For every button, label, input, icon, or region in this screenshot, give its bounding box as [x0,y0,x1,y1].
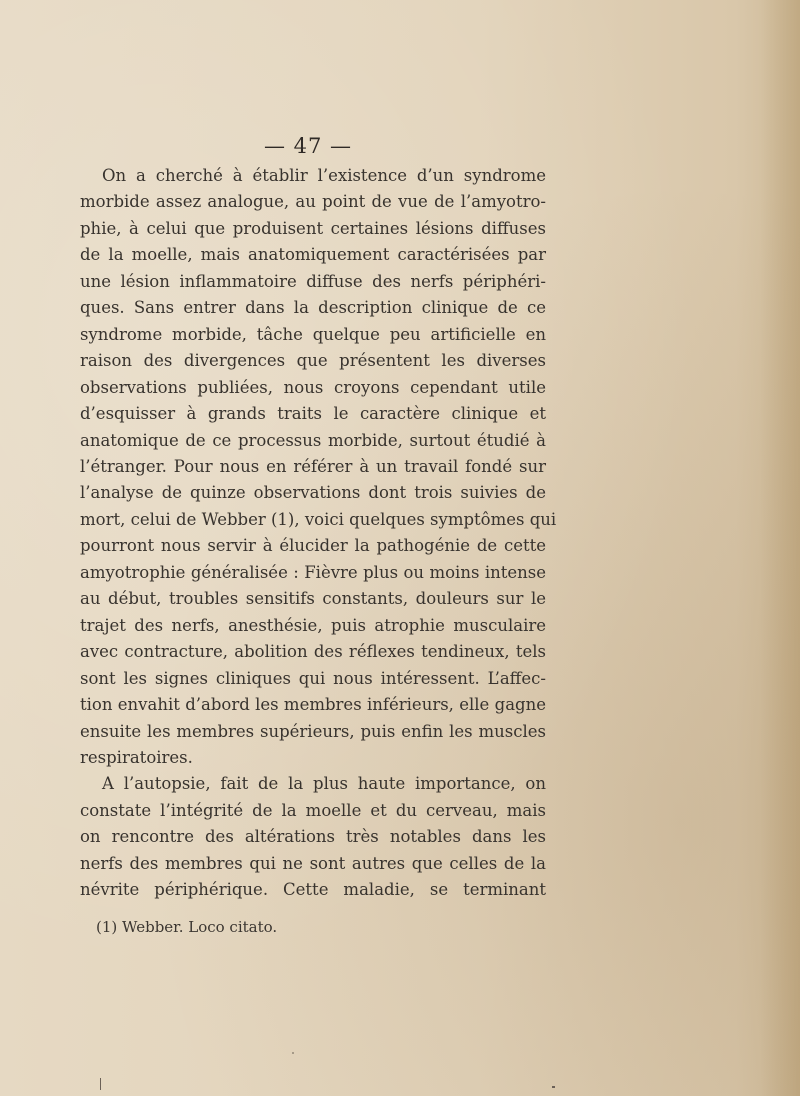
text-line: raison des divergences que présentent les diverses [80,351,546,371]
text-line: mort, celui de Webber (1), voici quelques symptômes qui [80,509,557,529]
text-line: ques. Sans entrer dans la description clinique de ce [80,298,546,318]
text-line: nerfs des membres qui ne sont autres que celles de la [80,853,546,873]
text-line: observations publiées, nous croyons cependant utile [80,377,546,397]
text-line: de la moelle, mais anatomiquement caractérisées par [80,245,546,265]
text-line: d’esquisser à grands traits le caractère clinique et [80,404,546,424]
text-line: sont les signes cliniques qui nous intéressent. L’affec- [80,668,546,688]
text-line: constate l’intégrité de la moelle et du cerveau, mais [80,800,546,820]
text-line: une lésion inflammatoire diffuse des nerfs périphéri- [80,271,546,291]
text-line: l’analyse de quinze observations dont trois suivies de [80,483,546,503]
text-line: pourront nous servir à élucider la pathogénie de cette [80,536,546,556]
text-line: morbide assez analogue, au point de vue de l’amyotro- [80,192,546,212]
text-line: syndrome morbide, tâche quelque peu artificielle en [80,324,546,344]
page-edge-shadow [760,0,800,1096]
text-line: On a cherché à établir l’existence d’un syndrome [102,166,546,185]
footnote: (1) Webber. Loco citato. [96,918,278,936]
text-line: au début, troubles sensitifs constants, douleurs sur le [80,589,546,609]
text-line: trajet des nerfs, anesthésie, puis atrophie musculaire [80,615,546,635]
text-line: tion envahit d’abord les membres inférieurs, elle gagne [80,695,546,715]
text-line: A l’autopsie, fait de la plus haute importance, on [102,774,546,794]
text-line: l’étranger. Pour nous en référer à un travail fondé sur [80,456,546,476]
text-line: avec contracture, abolition des réflexes tendineux, tels [80,642,546,662]
text-line: respiratoires. [80,747,193,767]
paper-speck [100,1078,101,1090]
page-number: — 47 — [263,134,353,158]
text-line: amyotrophie généralisée : Fièvre plus ou moins intense [80,562,546,582]
body-text [80,163,557,904]
text-line: anatomique de ce processus morbide, surtout étudié à [80,430,546,450]
text-line: ensuite les membres supérieurs, puis enfin les muscles [80,721,546,741]
text-line: phie, à celui que produisent certaines lésions diffuses [80,218,546,238]
paper-speck [292,1052,294,1054]
text-line: on rencontre des altérations très notables dans les [80,827,546,847]
paper-speck [552,1086,555,1088]
text-line: névrite périphérique. Cette maladie, se terminant [80,880,546,900]
